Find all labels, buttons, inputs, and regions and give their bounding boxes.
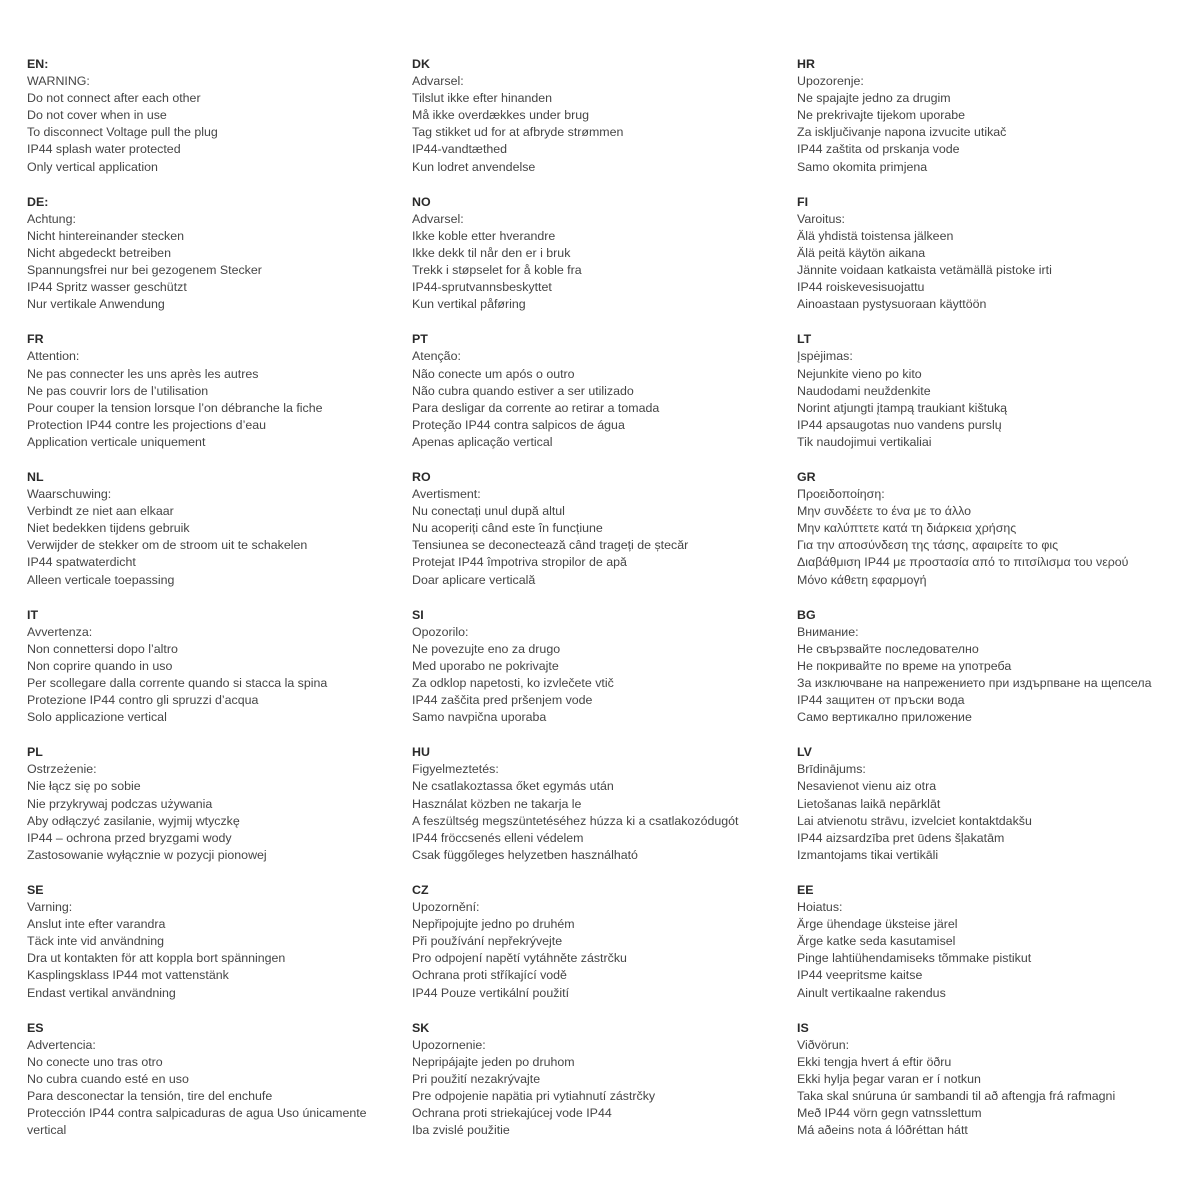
warning-line: Alleen verticale toepassing [27,572,175,587]
language-block [412,331,797,451]
warning-line: IP44 – ochrona przed bryzgami wody [27,830,232,845]
warning-line: Må ikke overdækkes under brug [412,108,589,123]
warning-line: IP44 aizsardzība pret ūdens šļakatām [797,830,1005,845]
warning-line: Tilslut ikke efter hinanden [412,91,553,106]
warning-line: Não conecte um após o outro [412,366,575,381]
language-code: DK [412,57,430,71]
warning-line: IP44 Spritz wasser geschützt [27,280,187,295]
language-block [797,194,1182,314]
warning-line: Norint atjungti įtampą traukiant kištuką [797,400,1008,415]
warning-line: Csak függőleges helyzetben használható [412,847,638,862]
warning-line: Nesavienot vienu aiz otra [797,779,937,794]
warning-line: Má aðeins nota á lóðréttan hátt [797,1123,968,1138]
language-code: ES [27,1020,44,1035]
language-block [27,469,412,589]
warning-line: IP44-vandtæthed [412,142,508,157]
warning-heading: Attention: [27,349,80,364]
warning-heading: Advertencia: [27,1037,96,1052]
warning-line: IP44 zaščita pred pršenjem vode [412,693,593,708]
warning-heading: Atenção: [412,349,461,364]
warning-line: Μην συνδέετε το ένα με το άλλο [797,504,972,519]
language-block [412,882,797,1002]
warning-line: Aby odłączyć zasilanie, wyjmij wtyczkę [27,813,240,828]
warning-line: Διαβάθμιση IP44 με προστασία από το πιτσίλισμα του νερού [797,555,1129,570]
warning-line: Ärge ühendage üksteise järel [797,917,958,932]
warning-line: Non connettersi dopo l’altro [27,641,178,656]
warning-line: Verbindt ze niet aan elkaar [27,504,174,519]
warning-line: За изключване на напрежението при издърпване на щепсела [797,676,1152,690]
warning-line: Za odklop napetosti, ko izvlečete vtič [412,676,614,690]
warning-line: No conecte uno tras otro [27,1054,163,1069]
warning-heading: Viðvörun: [797,1037,850,1052]
warning-line: Tik naudojimui vertikaliai [797,434,932,449]
language-code: IT [27,607,39,622]
language-code: EN: [27,57,49,71]
language-code: DE: [27,194,49,209]
language-block [27,882,412,1002]
warning-line: To disconnect Voltage pull the plug [27,125,218,140]
warning-heading: Внимание: [797,624,859,639]
warning-line: Do not cover when in use [27,108,167,123]
warning-line: Ekki hylja þegar varan er í notkun [797,1071,981,1086]
warning-heading: Advarsel: [412,211,464,226]
warning-line: Pour couper la tension lorsque l’on débranche la fiche [27,400,323,415]
warning-heading: Įspėjimas: [797,349,853,364]
warning-line: Protejat IP44 împotriva stropilor de apă [412,555,627,570]
language-code: PL [27,745,43,760]
warning-line: Lietošanas laikā nepārklāt [797,796,941,811]
warning-line: Älä yhdistä toistensa jälkeen [797,228,954,243]
language-code: EE [797,882,814,897]
warning-line: Proteção IP44 contra salpicos de água [412,417,625,432]
warning-line: Ikke koble etter hverandre [412,228,556,243]
warning-line: Ne csatlakoztassa őket egymás után [412,779,614,794]
warning-line: Nie przykrywaj podczas używania [27,796,213,811]
language-code: LT [797,332,812,347]
warning-line: Nu acoperiți când este în funcțiune [412,521,603,536]
language-code: NO [412,194,431,209]
warning-line: Nepripájajte jeden po druhom [412,1054,575,1069]
warning-line: Protezione IP44 contro gli spruzzi d’acqua [27,693,259,708]
warning-line: Do not connect after each other [27,91,201,106]
warning-line: Lai atvienotu strāvu, izvelciet kontaktdakšu [797,813,1032,828]
warning-line: Taka skal snúruna úr sambandi til að aftengja frá rafmagni [797,1088,1116,1103]
warning-line: Samo okomita primjena [797,159,928,174]
warning-line: Apenas aplicação vertical [412,434,553,449]
language-block [797,331,1182,451]
warning-line: Μην καλύπτετε κατά τη διάρκεια χρήσης [797,521,1017,536]
language-block [27,194,412,314]
language-block [412,607,797,727]
warning-line: Para desligar da corrente ao retirar a tomada [412,400,660,415]
warning-heading: WARNING: [27,74,90,89]
language-block [797,744,1182,864]
warning-line: Para desconectar la tensión, tire del enchufe [27,1088,273,1103]
language-column-left [27,56,412,1157]
warning-line: Για την αποσύνδεση της τάσης, αφαιρείτε το φις [797,538,1059,553]
warning-line: Pro odpojení napětí vytáhněte zástrčku [412,951,627,966]
language-block [412,1020,797,1140]
language-block [797,56,1182,176]
warning-line: Non coprire quando in uso [27,658,173,673]
warning-line: Trekk i støpselet for å koble fra [412,263,582,278]
warning-line: No cubra cuando esté en uso [27,1071,189,1086]
warning-line: Izmantojams tikai vertikāli [797,847,939,862]
language-block [27,56,412,176]
language-block [412,194,797,314]
language-block [797,469,1182,589]
warning-line: IP44 apsaugotas nuo vandens purslų [797,417,1002,432]
warning-line: Kasplingsklass IP44 mot vattenstänk [27,968,229,983]
warning-heading: Avvertenza: [27,624,93,639]
warning-line: Használat közben ne takarja le [412,796,582,811]
warning-line: Zastosowanie wyłącznie w pozycji pionowej [27,847,267,862]
language-block [27,607,412,727]
warning-line: Ochrana proti striekajúcej vode IP44 [412,1106,612,1121]
warning-line: IP44 защитен от пръски вода [797,693,965,708]
warning-line: Pre odpojenie napätia pri vytiahnutí zástrčky [412,1088,656,1103]
language-block [412,744,797,864]
warning-line: Samo navpična uporaba [412,710,547,725]
language-block [797,882,1182,1002]
language-code: LV [797,745,812,760]
warning-line: Endast vertikal användning [27,985,176,1000]
warning-line: Per scollegare dalla corrente quando si stacca la spina [27,676,328,690]
warning-line: Med uporabo ne pokrivajte [412,658,559,673]
language-code: SK [412,1020,430,1035]
warning-line: Anslut inte efter varandra [27,917,166,932]
warning-line: Jännite voidaan katkaista vetämällä pistoke irti [797,263,1052,278]
warning-line: Pri použití nezakrývajte [412,1071,541,1086]
warning-line: Za isključivanje napona izvucite utikač [797,125,1007,140]
language-block [412,469,797,589]
warning-line: A feszültség megszüntetéséhez húzza ki a csatlakozódugót [412,813,739,828]
language-block [27,1020,412,1140]
warning-line: IP44 zaštita od prskanja vode [797,142,960,157]
warning-line: IP44 spatwaterdicht [27,555,136,570]
warning-heading: Upozornění: [412,900,480,915]
language-column-right [797,56,1182,1157]
warning-line: Kun vertikal påføring [412,297,526,312]
warning-heading: Achtung: [27,211,76,226]
warning-line: Pinge lahtiühendamiseks tõmmake pistikut [797,951,1032,966]
language-code: SE [27,882,44,897]
warning-line: Protección IP44 contra salpicaduras de agua Uso únicamente vertical [27,1106,367,1138]
warning-line: Ikke dekk til når den er i bruk [412,245,571,260]
warning-line: IP44 veepritsme kaitse [797,968,923,983]
warning-line: Само вертикално приложение [797,710,972,725]
warning-heading: Hoiatus: [797,900,843,915]
warning-line: Nicht abgedeckt betreiben [27,245,171,260]
warning-heading: Opozorilo: [412,624,469,639]
warning-line: Dra ut kontakten för att koppla bort spänningen [27,951,286,966]
warning-line: Täck inte vid användning [27,934,165,949]
warning-line: Ainoastaan pystysuoraan käyttöön [797,297,987,312]
warning-line: Kun lodret anvendelse [412,159,536,174]
warning-line: Application verticale uniquement [27,434,206,449]
warning-heading: Figyelmeztetés: [412,762,499,777]
warning-line: Nie łącz się po sobie [27,779,141,794]
language-code: BG [797,607,816,622]
warning-line: Nejunkite vieno po kito [797,366,922,381]
warning-line: Ne pas couvrir lors de l’utilisation [27,383,209,398]
warning-heading: Ostrzeżenie: [27,762,97,777]
warning-line: Не покривайте по време на употреба [797,658,1012,673]
warning-line: Nur vertikale Anwendung [27,297,165,312]
warning-line: IP44 roiskevesisuojattu [797,280,925,295]
warning-line: Solo applicazione vertical [27,710,167,725]
language-code: NL [27,469,44,484]
warning-line: Spannungsfrei nur bei gezogenem Stecker [27,263,262,278]
warning-line: Protection IP44 contre les projections d’eau [27,417,267,432]
warning-line: Älä peitä käytön aikana [797,245,926,260]
warning-line: Не свързвайте последователно [797,641,979,656]
warning-line: Nicht hintereinander stecken [27,228,185,243]
warning-heading: Avertisment: [412,487,481,502]
warning-line: Ne prekrivajte tijekom uporabe [797,108,966,123]
language-block [797,1020,1182,1140]
warning-line: Nepřipojujte jedno po druhém [412,917,575,932]
language-code: FR [27,332,44,347]
language-code: GR [797,469,816,484]
warning-line: Only vertical application [27,159,158,174]
warning-line: Při používání nepřekrývejte [412,934,563,949]
warning-line: IP44 splash water protected [27,142,181,157]
warning-line: Iba zvislé použitie [412,1123,510,1138]
language-code: IS [797,1020,809,1035]
warning-heading: Upozornenie: [412,1037,486,1052]
language-code: SI [412,607,424,622]
warning-line: Naudodami neuždenkite [797,383,931,398]
language-code: HR [797,57,815,71]
warning-line: IP44 Pouze vertikální použití [412,985,570,1000]
warning-line: Ochrana proti stříkající vodě [412,968,567,983]
warning-line: Ne povezujte eno za drugo [412,641,561,656]
warning-line: Ainult vertikaalne rakendus [797,985,946,1000]
warning-heading: Upozorenje: [797,74,864,89]
warning-heading: Waarschuwing: [27,487,112,502]
warning-line: Nu conectați unul după altul [412,504,565,519]
warning-line: Tag stikket ud for at afbryde strømmen [412,125,624,140]
warning-line: Með IP44 vörn gegn vatnsslettum [797,1106,982,1121]
language-code: FI [797,194,809,209]
language-code: CZ [412,882,429,897]
language-block [412,56,797,176]
warning-heading: Προειδοποίηση: [797,487,885,502]
warning-heading: Brīdinājums: [797,762,866,777]
warning-line: Doar aplicare verticală [412,572,536,587]
language-code: PT [412,332,428,347]
language-block [797,607,1182,727]
warning-line: IP44 fröccsenés elleni védelem [412,830,584,845]
warning-line: Ekki tengja hvert á eftir öðru [797,1054,952,1069]
warning-heading: Advarsel: [412,74,464,89]
warning-line: Verwijder de stekker om de stroom uit te schakelen [27,538,308,553]
warning-line: Μόνο κάθετη εφαρμογή [797,572,927,587]
language-column-middle [412,56,797,1157]
warning-line: Niet bedekken tijdens gebruik [27,521,190,536]
warning-line: Ne spajajte jedno za drugim [797,91,951,106]
language-code: HU [412,745,430,760]
warning-line: Tensiunea se deconectează când trageți de ștecăr [412,538,689,553]
language-code: RO [412,469,431,484]
warning-line: IP44-sprutvannsbeskyttet [412,280,552,295]
warning-line: Não cubra quando estiver a ser utilizado [412,383,634,398]
language-block [27,744,412,864]
warning-heading: Varning: [27,900,73,915]
warning-line: Ne pas connecter les uns après les autres [27,366,259,381]
language-block [27,331,412,451]
warning-heading: Varoitus: [797,211,845,226]
warning-line: Ärge katke seda kasutamisel [797,934,956,949]
